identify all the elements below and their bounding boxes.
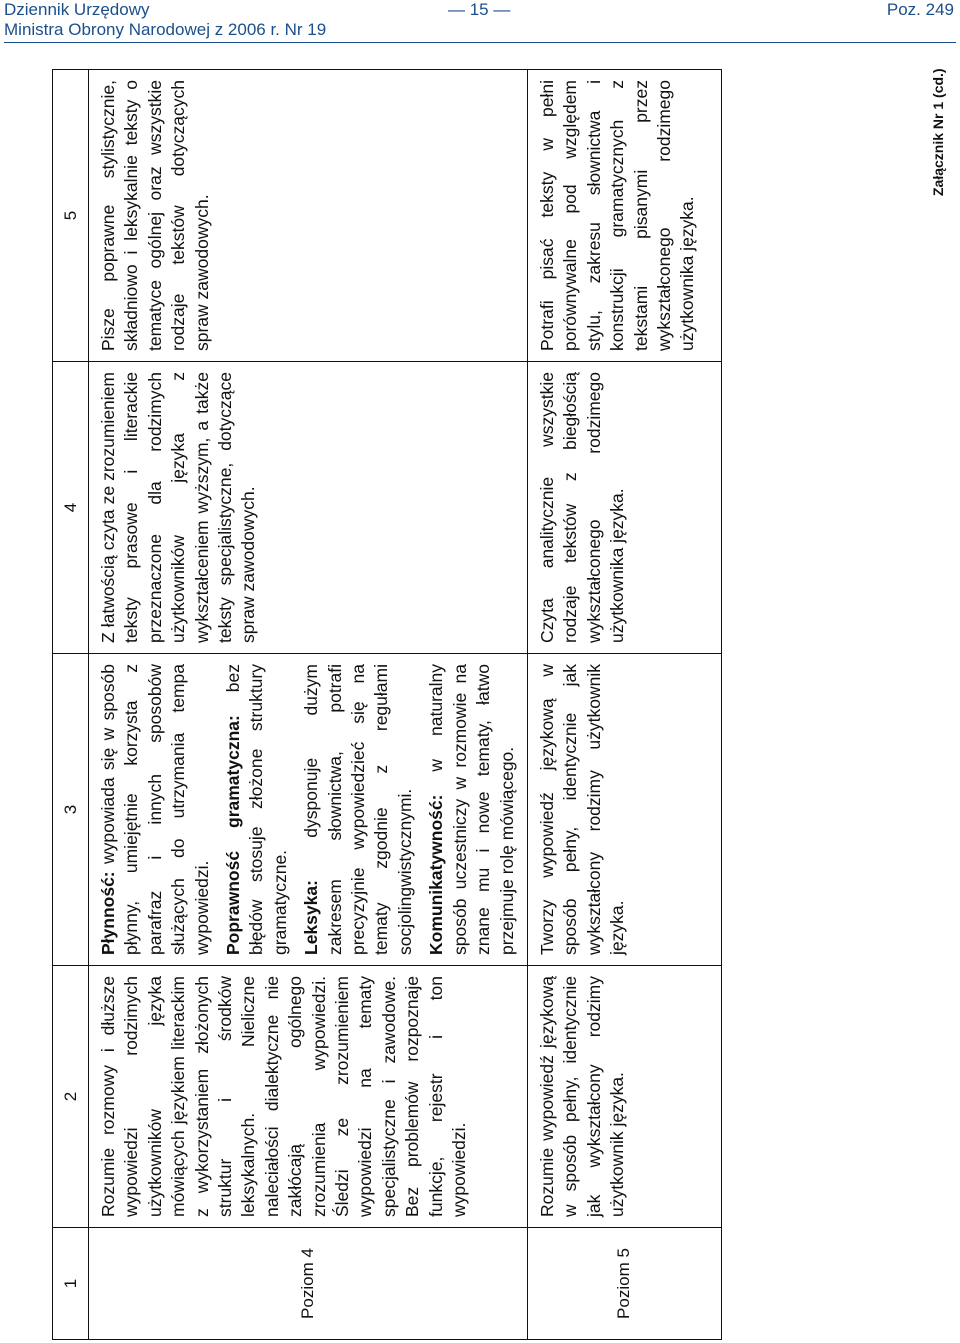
criterion-lexis [300, 664, 417, 955]
criterion-term: Komunikatywność: [426, 794, 447, 955]
cell-text: Rozumie rozmowy i dłuższe wypowiedzi rodzimych użytkowników języka mówiących językiem literackim z wykorzystaniem złożonych struktur i środków leksykalnych. Nieliczne naleciałości dialektyczne nie zakłócają ogólnego zrozumienia wypowiedzi. Śledzi ze zrozumieniem wypowiedzi na tematy specjalistyczne i zawodowe. Bez problemów rozpoznaje funkcje, rejestr i ton wypowiedzi. [98, 976, 470, 1217]
criterion-grammar [222, 664, 292, 955]
issuer-line: Ministra Obrony Narodowej z 2006 r. Nr 19 [4, 20, 327, 39]
level-label: Poziom 4 [89, 1228, 528, 1340]
column-header: 3 [53, 654, 89, 966]
criterion-text: w naturalny sposób uczestniczy w rozmowie na znane mu i nowe tematy, łatwo przejmuje rolę mówiącego. [426, 664, 517, 955]
page-number: — 15 — [448, 0, 511, 19]
criterion-text: wypowiada się w sposób płynny, umiejętnie korzysta z parafraz i innych sposobów służących do utrzymania tempa wypowiedzi. [98, 664, 212, 955]
column-header: 5 [53, 70, 89, 362]
position-number: Poz. 249 [886, 0, 954, 19]
speaking-cell [527, 654, 721, 966]
listening-cell [527, 966, 721, 1228]
speaking-cell [89, 654, 528, 966]
cell-text: Czyta analitycznie wszystkie rodzaje tekstów z biegłością wykształconego rodzimego użytkownika języka. [536, 372, 628, 643]
journal-title: Dziennik Urzędowy [4, 0, 150, 19]
criterion-term: Płynność: [98, 871, 118, 955]
table-row-level-4 [89, 70, 528, 1340]
writing-cell [527, 70, 721, 362]
column-header: 4 [53, 362, 89, 654]
column-header: 1 [53, 1228, 89, 1340]
cell-text: Rozumie wypowiedź językową w sposób pełny, identycznie jak wykształcony rodzimy użytkownik języka. [536, 976, 628, 1217]
rotated-table-container [52, 70, 722, 1340]
writing-cell [89, 70, 528, 362]
criterion-text: dysponuje dużym zakresem słownictwa, potrafi precyzyjnie wypowiedzieć się na tematy zgodnie z regułami socjolingwistycznymi. [301, 664, 415, 955]
language-requirements-table [52, 69, 722, 1340]
cell-text: Potrafi pisać teksty w pełni porównywalne pod względem stylu, zakresu słownictwa i konstrukcji gramatycznych z tekstami pisanymi przez wykształconego rodzimego użytkownika języka. [536, 80, 698, 351]
criterion-fluency [97, 664, 214, 955]
reading-cell [89, 362, 528, 654]
criterion-term: Leksyka: [301, 880, 322, 955]
reading-cell [527, 362, 721, 654]
header-left [4, 0, 326, 40]
criterion-term: Poprawność gramatyczna: [223, 715, 244, 955]
cell-text: Pisze poprawne stylistycznie, składniowo i leksykalnie teksty o tematyce ogólnej oraz wszystkie rodzaje tekstów dotyczących spraw zawodowych. [98, 80, 212, 351]
cell-text: Tworzy wypowiedź językową w sposób pełny, identycznie jak wykształcony rodzimy użytkownik języka. [536, 664, 628, 955]
criterion-text: bez błędów stosuje złożone struktury gramatyczne. [223, 664, 290, 955]
page-header [0, 0, 960, 44]
criterion-communication [425, 664, 519, 955]
column-header: 2 [53, 966, 89, 1228]
header-divider [4, 42, 956, 43]
level-label: Poziom 5 [527, 1228, 721, 1340]
listening-cell [89, 966, 528, 1228]
table-row-level-5 [527, 70, 721, 1340]
annex-label: Załącznik Nr 1 (cd.) [930, 68, 946, 196]
column-header-row [53, 70, 89, 1340]
cell-text: Z łatwością czyta ze zrozumieniem teksty prasowe i literackie przeznaczone dla rodzimych użytkowników języka z wykształceniem wyższym, a także teksty specjalistyczne, dotyczące spraw zawodowych. [98, 372, 259, 643]
